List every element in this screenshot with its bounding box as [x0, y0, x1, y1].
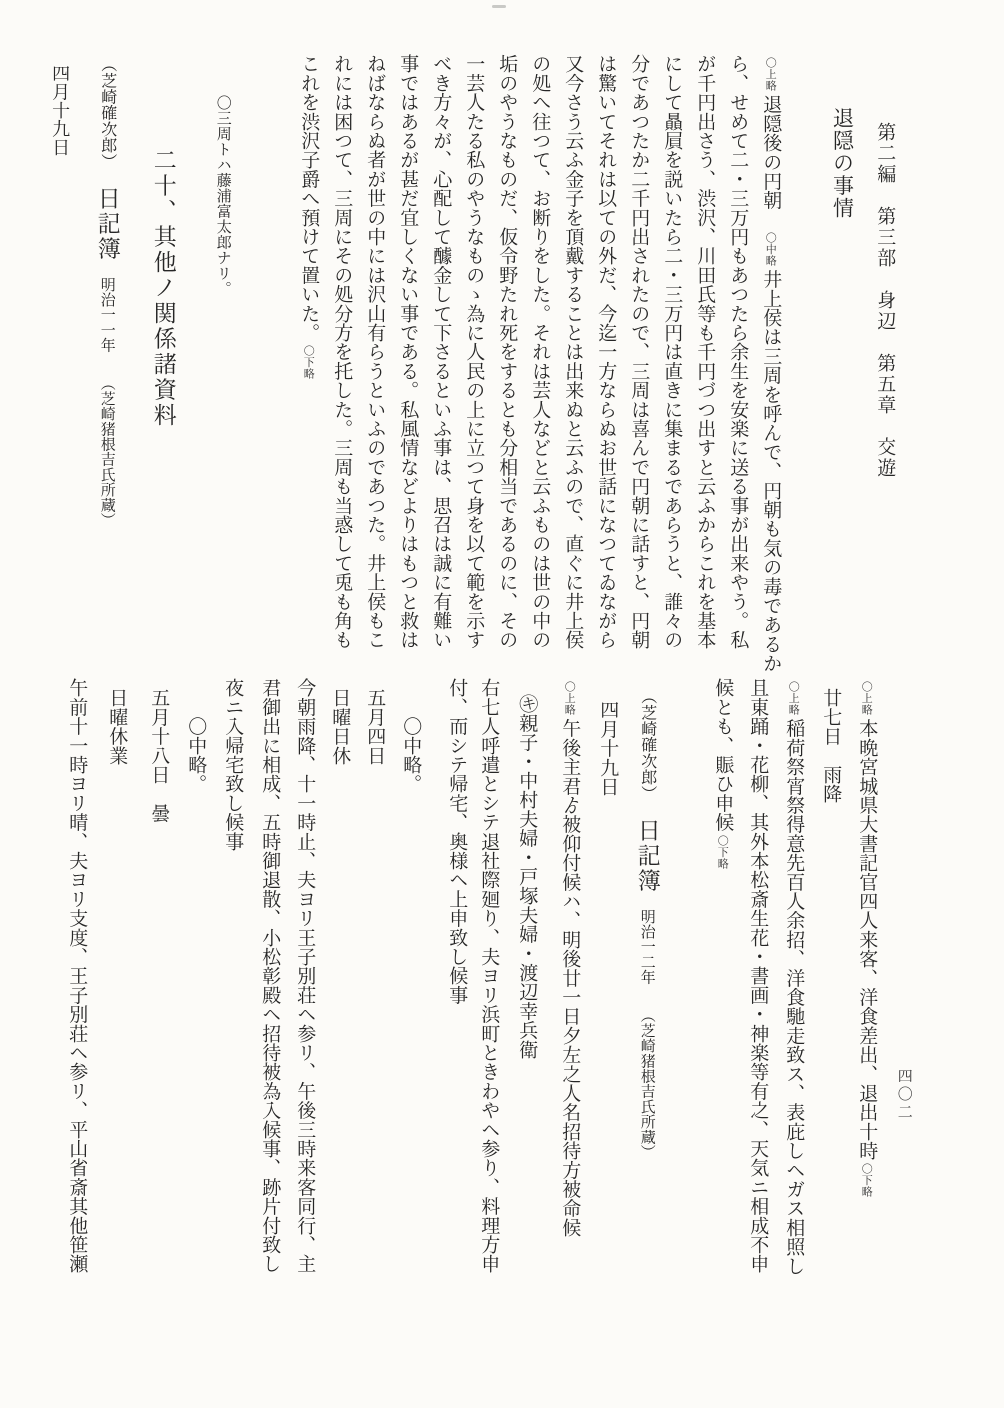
text-segment: 五月十八日 曇	[148, 688, 170, 823]
text-segment: （芝崎確次郎）	[638, 688, 656, 794]
intro-text-column-8	[529, 54, 550, 649]
page-number: 四〇二	[895, 1068, 912, 1122]
entry-date-column	[364, 688, 385, 765]
text-segment: 又今さう云ふ金子を頂戴することは出来ぬと云ふので、直ぐに井上侯	[562, 54, 584, 650]
intro-text-column-6	[595, 54, 616, 649]
entry-text-column	[478, 678, 499, 1273]
text-segment: 退隠後の円朝	[760, 94, 782, 229]
ellipsis-note: 〇上略	[563, 681, 576, 716]
intro-text-column-9	[496, 54, 517, 649]
entry-text-column	[222, 678, 243, 851]
intro-text-column-10	[463, 54, 484, 649]
source-attribution-column	[634, 688, 660, 1160]
text-segment: 垢のやうなものだ、仮令野たれ死をするとも分相当であるのに、その	[496, 54, 518, 650]
entry-date-column: 四月十九日	[50, 64, 71, 157]
entry-text-column	[712, 678, 733, 872]
entry-date-column	[106, 688, 127, 765]
text-segment: れには困つて、三周にその処分方を托した。三周も当惑して兎も角も	[331, 54, 353, 650]
scan-artifact	[492, 5, 506, 8]
text-segment: 君御出に相成、五時御退散、小松彰殿ヘ招待被為入候事、跡片付致し	[259, 678, 281, 1274]
intro-text-column-1	[760, 54, 781, 673]
text-segment: 本晩宮城県大書記官四人来客、洋食差出、退出十時	[856, 718, 878, 1161]
ellipsis-note: 〇下略	[860, 1163, 873, 1198]
entry-text-column	[66, 678, 87, 1273]
text-segment: 四月十九日	[597, 700, 619, 796]
text-segment: 分であつたか二千円出されたので、三周は喜んで円朝に話すと、円朝	[628, 54, 650, 650]
ellipsis-note: 〇上略	[860, 681, 873, 716]
entry-text-column	[783, 678, 804, 1275]
intro-text-column-12	[397, 54, 418, 649]
text-segment: 日曜休業	[106, 688, 128, 765]
intro-text-column-13	[364, 54, 385, 649]
text-segment: 日記簿	[94, 161, 120, 262]
intro-text-column-11	[430, 54, 451, 649]
text-segment: 井上侯は三周を呼んで、円朝も気の毒であるか	[760, 269, 782, 673]
text-segment: 且東踊・花柳、其外本松斎生花・書画・神楽等有之、天気ニ相成不申	[747, 678, 769, 1274]
text-segment: 事ではあるが甚だ宜しくない事である。私風情などよりはもつと救は	[397, 54, 419, 650]
ellipsis-line-column	[185, 678, 206, 793]
text-segment: 夜ニ入帰宅致し候事	[222, 678, 244, 851]
entry-text-column	[446, 678, 467, 1004]
section-heading: 二十、其他ノ関係諸資料	[150, 148, 176, 429]
entry-text-column	[559, 678, 580, 1237]
editor-note-sanshu: 〇三周トハ藤浦富太郎ナリ。	[214, 95, 231, 297]
ellipsis-note: 〇上略	[764, 57, 777, 92]
text-segment: ㋖親子・中村夫婦・戸塚夫婦・渡辺幸兵衛	[516, 694, 538, 1059]
intro-text-column-2	[727, 54, 748, 649]
ellipsis-note: 〇下略	[302, 345, 315, 380]
text-segment: 五月四日	[364, 688, 386, 765]
intro-text-column-14	[331, 54, 352, 649]
text-segment: 日曜日休	[329, 688, 351, 765]
text-segment: 廿七日 雨降	[820, 688, 842, 804]
text-segment: （芝崎猪根吉氏所蔵）	[98, 352, 115, 528]
entry-text-column	[747, 678, 768, 1273]
text-segment: 明治一一年	[98, 261, 115, 353]
text-segment: 〇中略。	[185, 678, 207, 794]
text-segment: 〇中略。	[400, 678, 422, 794]
guest-list-column	[516, 694, 537, 1059]
text-segment: 今朝雨降、十一時止、夫ヨリ王子別荘ヘ参リ、午後三時来客同行、主	[294, 678, 316, 1274]
ellipsis-note: 〇上略	[787, 681, 800, 716]
text-segment: 一芸人たる私のやうなものゝ為に人民の上に立つて身を以て範を示す	[463, 54, 485, 650]
text-segment: 午前十一時ヨリ晴、夫ヨリ支度、王子別荘ヘ参リ、平山省斎其他笹瀬	[66, 678, 88, 1274]
intro-text-column-15	[298, 54, 319, 383]
entry-date-column	[148, 688, 169, 822]
text-segment: （芝崎確次郎）	[98, 56, 116, 162]
entry-text-column	[856, 678, 877, 1201]
entry-text-column	[294, 678, 315, 1273]
text-segment: （芝崎猪根吉氏所蔵）	[638, 984, 655, 1160]
text-segment: 日記簿	[634, 793, 660, 894]
intro-text-column-3	[694, 54, 715, 649]
section-title: 退隠の事情	[830, 107, 855, 220]
text-segment: は驚いてそれは以ての外だ、今迄一方ならぬお世話になつてゐながら	[595, 54, 617, 650]
text-segment: 午後主君ゟ被仰付候ハ、明後廿一日夕左之人名招待方被命候	[559, 718, 581, 1237]
text-segment: 右七人呼遣とシテ退社際廻り、夫ヨリ浜町ときわやヘ参り、料理方申	[478, 678, 500, 1274]
intro-text-column-5	[628, 54, 649, 649]
ellipsis-note: 〇中略	[764, 231, 777, 267]
ellipsis-note: 〇下略	[716, 834, 729, 870]
text-segment: の処へ往つて、お断りをした。それは芸人などと云ふものは世の中の	[529, 54, 551, 650]
text-segment: ら、せめて二・三万円もあつたら余生を安楽に送る事が出来やう。私	[727, 54, 749, 650]
ellipsis-line-column	[400, 678, 421, 793]
text-segment: 稲荷祭宵祭得意先百人余招、洋食馳走致ス、表庇しヘガス相照し	[783, 718, 805, 1276]
text-segment: 付、而シテ帰宅、奥様ヘ上申致し候事	[446, 678, 468, 1005]
source-attribution-column	[94, 56, 120, 528]
text-segment: ねばならぬ者が世の中には沢山有らうといふのであつた。井上侯もこ	[364, 54, 386, 650]
text-segment: 候とも、賑ひ申候	[712, 678, 734, 832]
text-segment: にして贔屓を説いたら二・三万円は直きに集まるであらうと、誰々の	[661, 54, 683, 650]
text-segment: が千円出さう、渋沢、川田氏等も千円づつ出すと云ふからこれを基本	[694, 54, 716, 650]
text-segment: 明治一二年	[638, 893, 655, 985]
running-head: 第二編 第三部 身辺 第五章 交遊	[874, 122, 896, 479]
entry-text-column	[259, 678, 280, 1273]
intro-text-column-7	[562, 54, 583, 649]
entry-date-column	[597, 700, 618, 796]
intro-text-column-4	[661, 54, 682, 649]
text-segment: べき方々が、心配して醵金して下さるといふ事は、思召は誠に有難い	[430, 54, 452, 650]
entry-date-column	[820, 688, 841, 803]
text-segment: これを渋沢子爵へ預けて置いた。	[298, 54, 320, 342]
entry-date-column	[329, 688, 350, 765]
